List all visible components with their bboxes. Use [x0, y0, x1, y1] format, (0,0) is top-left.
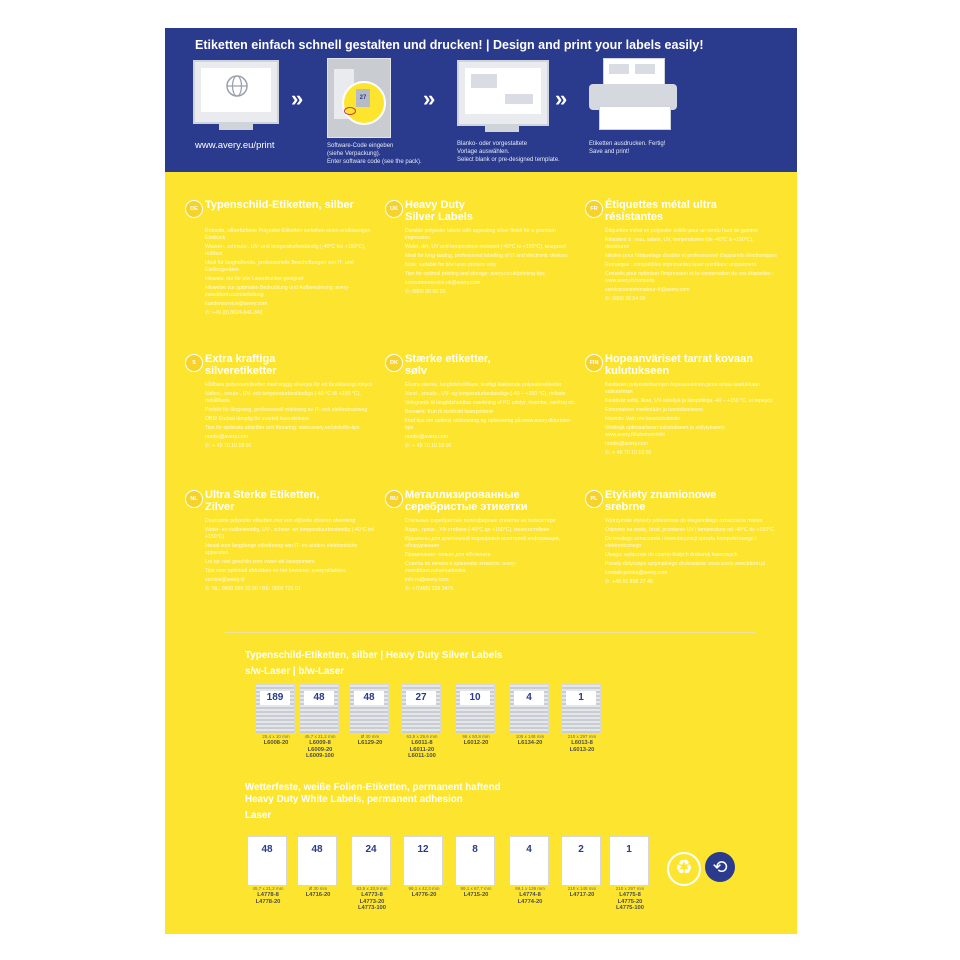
arrow-icon: » [555, 86, 568, 111]
bullet: nordic@avery.com [605, 441, 648, 447]
print-url[interactable]: www.avery.eu/print [195, 140, 275, 151]
label-count: 1 [614, 843, 644, 857]
label-dimensions: 210 x 297 mm [615, 886, 645, 891]
lang-code: UK [385, 200, 403, 218]
bullet: ✆: +49 (0) 8024-641-342 [205, 310, 263, 316]
label-sheet-thumbnail [401, 684, 441, 734]
white-section-title-en: Heavy Duty White Labels, permanent adhesion [245, 794, 463, 805]
label-count: 48 [302, 843, 332, 857]
step-2-text: Blanko- oder vorgestaltete Vorlage auswählen. Select blank or pre-designed template. [457, 141, 560, 163]
label-sheet-thumbnail [561, 684, 601, 734]
divider [225, 632, 755, 633]
bullet: Conseils pour optimiser l'impression et la conservation de vos étiquettes : www.avery.fr/conseils [605, 271, 774, 284]
bullet: kontakt-polska@avery.com [605, 570, 668, 576]
lang-title: Étiquettes métal ultra résistantes [605, 199, 717, 223]
silver-section-subtitle: s/w-Laser | b/w-Laser [245, 666, 345, 677]
product-codes: L6013-8 L6013-20 [569, 740, 595, 753]
print-banner [165, 28, 797, 172]
bullet: Ekstra stærke, langtidsholdbare, kraftigt klæbende polyesteretiketter [405, 382, 562, 388]
label-count: 27 [406, 691, 436, 705]
bullet: Let op: niet geschikt voor zwart-wit laserprinters [205, 559, 315, 565]
lang-code: NL [185, 490, 203, 508]
label-dimensions: 45,7 x 21,2 mm [304, 734, 336, 739]
label-count: 4 [514, 691, 544, 705]
label-dimensions: 25,4 x 10 mm [262, 734, 290, 739]
label-sheet-thumbnail [255, 684, 295, 734]
bullet: Odporne na wodę, brud, promienie UV i temperaturę od -40°C do +150°C [605, 527, 774, 533]
arrow-icon: » [291, 86, 304, 111]
product-codes: L4774-8 L4774-20 [517, 892, 543, 905]
product-codes: L6012-20 [463, 740, 489, 746]
bullet: Wytrzymałe etykiety poliestrowe do eleganckiego oznaczania mienia [605, 518, 763, 524]
label-count: 24 [356, 843, 386, 857]
bullet: info-ru@avery.com [405, 577, 449, 583]
product-codes: L4717-20 [569, 892, 595, 898]
label-sheet-thumbnail [247, 836, 287, 886]
bullet: Note: suitable for b/w laser printers only [405, 262, 497, 268]
product-codes: L4716-20 [305, 892, 331, 898]
label-sheet-thumbnail [349, 684, 389, 734]
product-codes: L4776-20 [411, 892, 437, 898]
lang-code: DE [185, 200, 203, 218]
lang-title: Stærke etiketter, sølv [405, 353, 491, 377]
bullet: Tips voor optimaal afdrukken en het bewaren: avery.nl/advies [205, 568, 346, 574]
bullet: service@avery.nl [205, 577, 245, 583]
lang-code: DK [385, 354, 403, 372]
label-sheet-thumbnail [609, 836, 649, 886]
label-count: 48 [252, 843, 282, 857]
bullet: Bemærk: Kun til sort/hvid laserprintere [405, 409, 494, 415]
white-section-title: Wetterfeste, weiße Folien-Etiketten, permanent haftend [245, 782, 501, 793]
bullet: ✆: 0800 80 50 20 [405, 289, 446, 295]
product-codes: L6011-8 L6011-20 L6011-100 [408, 740, 436, 759]
bullet: Vatten-, smuts-, UV- och temperaturbeständiga (-40 °C till +150 °C), rivhållfasta [205, 391, 361, 404]
label-dimensions: 210 x 148 mm [567, 886, 597, 891]
label-count: 48 [354, 691, 384, 705]
lang-title: Ultra Sterke Etiketten, Zilver [205, 489, 320, 513]
bullet: Water, dirt, UV and temperature resistant (-40°C to +150°C), tearproof [405, 244, 566, 250]
bullet: Tips for optimal printing and storage: avery.co.uk/printing-tips [405, 271, 545, 277]
bullet: Velegnede til langtidsholdbar mærkning af PC udstyr, inventar, værktøj etc. [405, 400, 577, 406]
bullet: Porady dotyczące optymalnego drukowania: www.avery-zweckform.pl [605, 561, 766, 567]
bullet: Robuste, silberfarbene Polyester-Etiketten verleihen einen erstklassigen Eindruck [205, 228, 371, 241]
product-codes: L6009-8 L6009-20 L6009-100 [305, 740, 335, 759]
label-count: 2 [566, 843, 596, 857]
bullet: Hinweis: nur für s/w Laserdrucker geeignet [205, 276, 304, 282]
product-codes: L4778-8 L4778-20 [255, 892, 281, 905]
label-dimensions: 99,1 x 42,3 mm [408, 886, 440, 891]
lang-code: RU [385, 490, 403, 508]
label-count: 4 [514, 843, 544, 857]
bullet: Durable polyester labels with appealing silver finish for a premium impression [405, 228, 556, 241]
bullet: Uwaga: wyłącznie do czarno-białych drukarek laserowych [605, 552, 738, 558]
recycle-icon: ♻ [667, 852, 701, 886]
bullet: Kestävät vettä, likaa, UV-säteilyä ja lämpötiloja -40 – +150 °C, ei repeydy [605, 398, 773, 404]
label-sheet-thumbnail [561, 836, 601, 886]
bullet: Find tips om optimal udskrivning og opbevaring på www.avery.dk/printer-tips [405, 418, 572, 431]
bullet: ✆: +48 61 898 27 46 [605, 579, 653, 585]
label-dimensions: 63,5 x 33,9 mm [356, 886, 388, 891]
lang-code: PL [585, 490, 603, 508]
bullet: Wasser-, schmutz-, UV- und temperaturbeständig (-40°C bis +150°C), reißfest [205, 244, 366, 257]
bullet: Perfekt för långvarig, professionell märkning av IT- och elektrutrustning [205, 407, 368, 413]
label-dimensions: 45,7 x 21,2 mm [252, 886, 284, 891]
bullet: Tips för optimala utskrifter och förvaring: www.avery.se/utskrifts-tips [205, 425, 360, 431]
bullet: Remarque : compatibles imprimantes laser noir/blanc uniquement [605, 262, 757, 268]
lang-title: Etykiety znamionowe srebrne [605, 489, 717, 513]
label-count: 8 [460, 843, 490, 857]
label-sheet-thumbnail [455, 836, 495, 886]
bullet: ✆: + 45 70 10 18 00 [405, 443, 452, 449]
bullet: ✆: + 45 70 10 18 00 [605, 450, 652, 456]
label-dimensions: 210 x 297 mm [567, 734, 597, 739]
label-dimensions: 96 x 50,8 mm [462, 734, 490, 739]
label-dimensions: 99,1 x 139 mm [515, 886, 545, 891]
arrow-icon: » [423, 86, 436, 111]
label-sheet-thumbnail [509, 684, 549, 734]
bullet: Erinomainen merkintään ja tunnistamiseen [605, 407, 704, 413]
bullet: OBS! Endast lämplig för svartvit laserskrivare [205, 416, 310, 422]
bullet: kundenservice@avery.com [205, 301, 268, 307]
label-count: 48 [304, 691, 334, 705]
bullet: Vinkkejä optimaaliseen tulostukseen ja säilytykseen: www.avery.fi/tulostusvinkit [605, 425, 726, 438]
silver-section-title: Typenschild-Etiketten, silber | Heavy Duty Silver Labels [245, 650, 503, 661]
bullet: ✆: + 45 70 10 18 00 [205, 443, 252, 449]
label-sheet-thumbnail [403, 836, 443, 886]
label-sheet-thumbnail [509, 836, 549, 886]
label-count: 189 [260, 691, 290, 705]
bullet: Ideaal voor langdurige etikettering van IT- en andere elektronische apparaten [205, 543, 358, 556]
bullet: Water- en vuilbestendig, UV-, scheur- en temperatuurbestendig (-40°C tot +150°C) [205, 527, 374, 540]
banner-title: Etiketten einfach schnell gestalten und drucken! | Design and print your labels easily! [195, 38, 704, 52]
bullet: ✆: +7(495) 226 3476 [405, 586, 454, 592]
bullet: Hinweise zur optimalen Bedruckung und Aufbewahrung: avery-zweckform.com/anleitung [205, 285, 350, 298]
product-codes: L6129-20 [357, 740, 383, 746]
printer-icon [589, 58, 679, 134]
product-codes: L4773-8 L4773-20 L4773-100 [357, 892, 387, 911]
label-sheet-thumbnail [351, 836, 391, 886]
package-code-icon: 27 [327, 58, 391, 138]
bullet: serviceconsommateur-fr@avery.com [605, 287, 690, 293]
bullet: Étiquettes métal en polyester solide pour un rendu haut de gamme [605, 228, 759, 234]
bullet: Duurzame polyester etiketten met een stijlvolle zilveren afwerking [205, 518, 356, 524]
lang-code: S [185, 354, 203, 372]
bullet: Ideal for long-lasting, professional labelling of IT and electronic devices [405, 253, 568, 259]
bullet: Советы по печати и хранению этикеток: avery-zweckform.ru/nemarkovka [405, 561, 517, 574]
lang-code: FR [585, 200, 603, 218]
bullet: nordic@avery.com [205, 434, 248, 440]
bullet: Примечание: только для ч/б печати [405, 552, 491, 558]
lang-title: Hopeanväriset tarrat kovaan kulutukseen [605, 353, 753, 377]
bullet: Résistent à : eau, saleté, UV, températures (de -40°C à +150°C), déchirures [605, 237, 754, 250]
step-1-text: Software-Code eingeben (siehe Verpackung). Enter software code (see the pack). [327, 143, 422, 165]
bullet: Ideal für langhaftende, professionelle Beschriftungen von IT- und Elektrogeräten [205, 260, 354, 273]
bullet: nordic@avery.com [405, 434, 448, 440]
lang-title: Heavy Duty Silver Labels [405, 199, 473, 223]
bullet: Vand-, smuds-, UV- og temperaturbestandige (-40 – +150 °C), rivfaste [405, 391, 566, 397]
bullet: ✆: NL: 0800 099 33 90 / BE: 0800 725 01 [205, 586, 301, 592]
label-dimensions: 99,1 x 67,7 mm [460, 886, 492, 891]
product-codes: L4715-20 [463, 892, 489, 898]
label-dimensions: Ø 30 mm [360, 734, 380, 739]
bullet: Huomio: Vain mv-lasertulostimiin [605, 416, 681, 422]
label-sheet-thumbnail [299, 684, 339, 734]
lang-code: FIN [585, 354, 603, 372]
step-3-text: Etiketten ausdrucken. Fertig! Save and print! [589, 141, 666, 155]
bullet: Kestävien polyesteritarrojen hopeanvärinen pinta antaa laadukkaan vaikutelman [605, 382, 760, 395]
bullet: Hållbara polyesteretiketter med snygg silveryta för ett förstklassigt intryck [205, 382, 373, 388]
product-codes: L6134-20 [517, 740, 543, 746]
label-dimensions: Ø 30 mm [308, 886, 328, 891]
lang-title: Extra kraftiga silveretiketter [205, 353, 277, 377]
bullet: consumerservice-uk@avery.com [405, 280, 481, 286]
product-codes: L6008-20 [263, 740, 289, 746]
bullet: Вода-, грязе-, УФ-стойкие (-40°C до +150°C), износостойкие [405, 527, 550, 533]
bullet: Idéales pour l'étiquetage durable et professionnel d'appareils électroniques [605, 253, 777, 259]
product-codes: L4775-8 L4775-20 L4775-100 [615, 892, 645, 911]
label-sheet-thumbnail [297, 836, 337, 886]
label-dimensions: 105 x 148 mm [515, 734, 545, 739]
monitor-template-icon [457, 60, 549, 126]
lang-title: Металлизированные серебристые этикетки [405, 489, 528, 513]
bullet: ✆: 0800 36 54 09 [605, 296, 646, 302]
label-sheet-thumbnail [455, 684, 495, 734]
label-count: 1 [566, 691, 596, 705]
label-count: 10 [460, 691, 490, 705]
label-dimensions: 63,5 x 29,6 mm [406, 734, 438, 739]
bullet: Стильные серебристые полиэфирные этикетки на полиэстере [405, 518, 556, 524]
packaging-back [165, 28, 797, 934]
monitor-globe-icon [193, 60, 279, 124]
lang-title: Typenschild-Etiketten, silber [205, 199, 354, 211]
white-section-subtitle: Laser [245, 810, 272, 821]
bullet: Идеальны для длительной маркировки носителей информации, оборудования [405, 536, 561, 549]
label-count: 12 [408, 843, 438, 857]
bullet: Do trwałego oznaczania i inwentaryzacji sprzętu komputerowego i elektronicznego [605, 536, 757, 549]
green-dot-icon: ⟲ [705, 852, 735, 882]
